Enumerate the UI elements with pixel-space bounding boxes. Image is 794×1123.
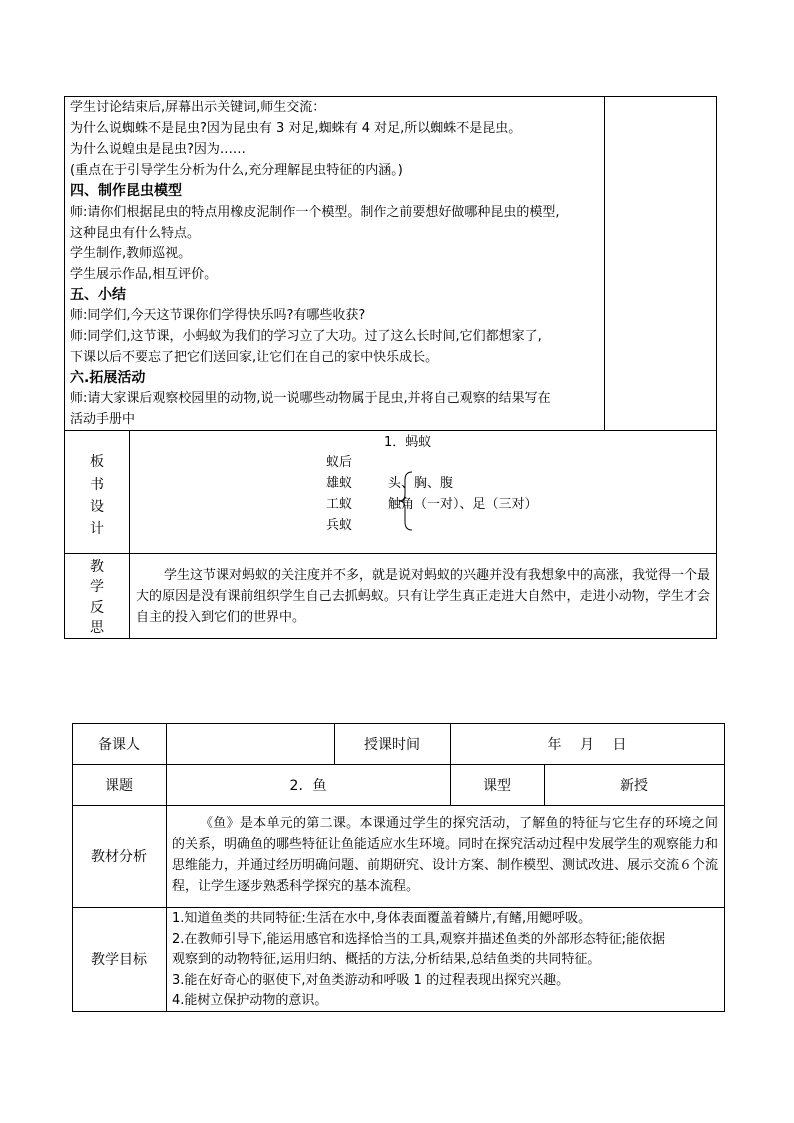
topic-value: 2．鱼 bbox=[289, 777, 327, 794]
board-ant: 雄蚁 bbox=[326, 476, 353, 491]
reflect-label-char: 思 bbox=[90, 620, 104, 636]
text-line: 下课以后不要忘了把它们送回家,让它们在自己的家中快乐成长。 bbox=[70, 350, 439, 365]
text-line: 学生制作,教师巡视。 bbox=[70, 246, 192, 261]
prep-value bbox=[166, 723, 334, 764]
section-heading: 五、小结 bbox=[70, 287, 126, 303]
board-ant: 蚁后 bbox=[326, 455, 353, 470]
goal-item: 1.知道鱼类的共同特征:生活在水中,身体表面覆盖着鳞片,有鳍,用鳃呼吸。 bbox=[172, 911, 592, 926]
text-line: 为什么说蜘蛛不是昆虫?因为昆虫有 3 对足,蜘蛛有 4 对足,所以蜘蛛不是昆虫。 bbox=[70, 121, 522, 136]
reflect-label-char: 反 bbox=[90, 600, 104, 616]
topic-label: 课题 bbox=[105, 777, 133, 794]
text-line: 师:请大家课后观察校园里的动物,说一说哪些动物属于昆虫,并将自己观察的结果写在 bbox=[70, 391, 551, 406]
board-label-char: 计 bbox=[90, 521, 104, 537]
goal-item: 3.能在好奇心的驱使下,对鱼类游动和呼吸 1 的过程表现出探究兴趣。 bbox=[172, 973, 570, 988]
board-parts-body: 头、胸、腹 bbox=[388, 476, 454, 491]
section-heading: 四、制作昆虫模型 bbox=[70, 183, 182, 199]
time-value: 年 月 日 bbox=[547, 736, 627, 753]
text-line: 活动手册中 bbox=[70, 412, 136, 427]
type-label: 课型 bbox=[483, 777, 511, 794]
type-value: 新授 bbox=[620, 777, 648, 794]
text-line: 学生讨论结束后,屏幕出示关键词,师生交流： bbox=[70, 100, 326, 115]
reflect-text: 学生这节课对蚂蚁的关注度并不多，就是说对蚂蚁的兴趣并没有我想象中的高涨，我觉得一个最大的原因是没有课前组织学生自己去抓蚂蚁。只有让学生真正走进大自然中，走进小动物，学生才会自主的投入到它们的世界中。 bbox=[136, 568, 711, 625]
reflect-label-char: 学 bbox=[90, 579, 104, 595]
board-label-char: 板 bbox=[90, 454, 104, 470]
goal-item: 4.能树立保护动物的意识。 bbox=[172, 993, 328, 1008]
text-line: 师:请你们根据昆虫的特点用橡皮泥制作一个模型。制作之前要想好做哪种昆虫的模型, bbox=[70, 205, 560, 220]
goal-label: 教学目标 bbox=[91, 952, 147, 968]
board-parts-limbs: 触角（一对）、足（三对） bbox=[388, 497, 538, 512]
board-label-char: 设 bbox=[90, 499, 104, 515]
board-title: 1．蚂蚁 bbox=[384, 435, 432, 450]
analysis-text: 《鱼》是本单元的第二课。本课通过学生的探究活动，了解鱼的特征与它生存的环境之间的关系，明确鱼的哪些特征让鱼能适应水生环境。同时在探究活动过程中发展学生的观察能力和思维能力，并通过经历明确问题、前期研究、设计方案、制作模型、测试改进、展示交流６个流程，让学生逐步熟悉科学探究的基本流程。 bbox=[172, 816, 719, 894]
goal-item: 观察到的动物特征,运用归纳、概括的方法,分析结果,总结鱼类的共同特征。 bbox=[172, 952, 601, 967]
board-ant: 兵蚁 bbox=[326, 518, 353, 533]
time-label: 授课时间 bbox=[364, 736, 420, 753]
text-line: 师:同学们,这节课，小蚂蚁为我们的学习立了大功。过了这么长时间,它们都想家了, bbox=[70, 329, 542, 344]
board-ant: 工蚁 bbox=[326, 497, 353, 512]
goal-item: 2.在教师引导下,能运用感官和选择恰当的工具,观察并描述鱼类的外部形态特征;能依据 bbox=[172, 932, 666, 947]
text-line: (重点在于引导学生分析为什么,充分理解昆虫特征的内涵。) bbox=[70, 163, 403, 178]
text-line: 这种昆虫有什么特点。 bbox=[70, 226, 201, 241]
text-line: 师:同学们,今天这节课你们学得快乐吗?有哪些收获? bbox=[70, 308, 366, 323]
board-label-char: 书 bbox=[90, 477, 104, 493]
text-line: 为什么说蝗虫是昆虫?因为…… bbox=[70, 142, 246, 157]
prep-label: 备课人 bbox=[98, 736, 140, 753]
reflect-label-char: 教 bbox=[90, 559, 104, 575]
section-heading: 六.拓展活动 bbox=[70, 370, 146, 386]
text-line: 学生展示作品,相互评价。 bbox=[70, 267, 218, 282]
analysis-label: 教材分析 bbox=[91, 849, 147, 865]
